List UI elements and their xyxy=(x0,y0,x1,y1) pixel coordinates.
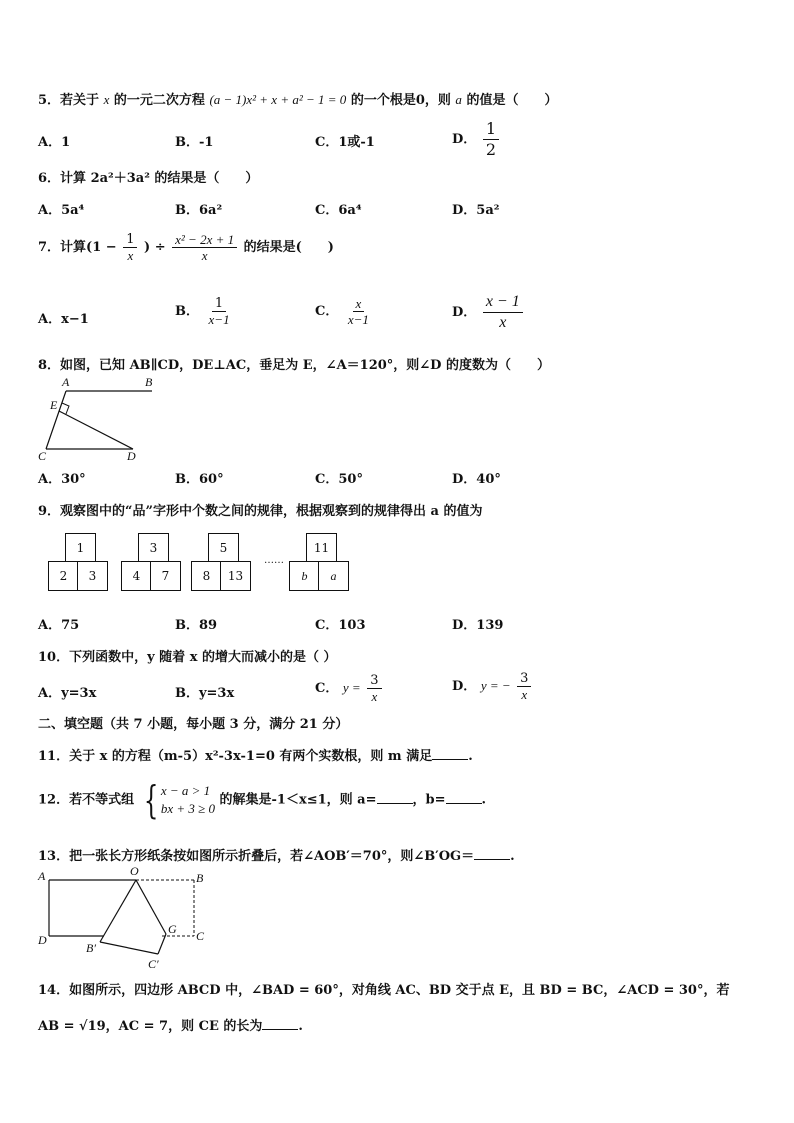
q5-option-d-label: D． xyxy=(452,132,477,147)
q5-var-a: a xyxy=(455,92,462,107)
question-14-line-1: 14．如图所示，四边形 ABCD 中，∠BAD = 60°，对角线 AC、BD 交于点 E，且 BD = BC，∠ACD = 30°，若 xyxy=(38,983,730,998)
fraction-denominator: x xyxy=(371,689,378,704)
q10-option-a: A．y=3x xyxy=(38,686,97,701)
fraction-denominator: x−1 xyxy=(347,312,369,327)
point-label-c-prime: C′ xyxy=(148,957,159,971)
answer-blank-b[interactable] xyxy=(446,793,482,804)
pin-left-box: 4 xyxy=(121,561,152,591)
pin-top-box: 3 xyxy=(138,533,169,563)
q10-option-d-fraction xyxy=(517,671,531,702)
q10-option-c xyxy=(315,673,384,704)
pin-right-box: 7 xyxy=(150,561,181,591)
pin-right-box: 13 xyxy=(220,561,251,591)
q6-option-a: A．5a⁴ xyxy=(38,203,85,218)
point-label-g: G xyxy=(168,922,177,936)
q8-figure xyxy=(30,373,170,463)
q5-option-b: B．-1 xyxy=(175,135,214,150)
fraction-denominator: x−1 xyxy=(208,312,230,327)
q13-text: 13．把一张长方形纸条按如图所示折叠后，若∠AOB′＝70°，则∠B′OG＝ xyxy=(38,849,475,864)
q12-end: . xyxy=(481,792,487,808)
fraction-denominator: x xyxy=(521,687,528,702)
point-label-c: C xyxy=(196,929,205,943)
q7-option-d xyxy=(452,292,525,333)
q6-option-d: D．5a² xyxy=(452,203,500,218)
q13-figure xyxy=(34,864,214,974)
q7-option-a: A．x−1 xyxy=(38,312,89,327)
pin-right-box: a xyxy=(318,561,349,591)
q9-option-c: C．103 xyxy=(315,618,366,633)
pin-left-box: b xyxy=(289,561,320,591)
q7-divide: ) ÷ xyxy=(144,240,166,255)
q7-option-b-fraction xyxy=(206,296,233,327)
point-label-o: O xyxy=(130,864,139,878)
q6-option-b: B．6a² xyxy=(175,203,223,218)
fraction-denominator: x xyxy=(201,248,208,263)
q14-end: . xyxy=(298,1019,303,1034)
q5-tail2: 的值是（ ） xyxy=(466,93,558,108)
q7-prefix: 7．计算(1 − xyxy=(38,240,117,255)
q11-text: 11．关于 x 的方程（m-5）x²-3x-1=0 有两个实数根，则 m 满足 xyxy=(38,749,433,764)
q12-text: 的解集是-1＜x≤1，则 a= xyxy=(219,792,377,808)
q8-option-b: B．60° xyxy=(175,472,224,487)
inequality-system xyxy=(139,778,215,822)
point-label-b: B xyxy=(145,375,153,389)
option-label: C． xyxy=(315,681,339,696)
q10-option-c-fraction xyxy=(367,673,381,704)
pin-top-box: 5 xyxy=(208,533,239,563)
question-5 xyxy=(38,89,557,108)
fraction-numerator: 3 xyxy=(517,671,531,687)
fraction-numerator: 1 xyxy=(212,296,226,312)
question-6: 6．计算 2a²＋3a² 的结果是（ ） xyxy=(38,171,259,186)
q7-suffix: 的结果是( ) xyxy=(243,240,334,255)
q10-option-b: B．y=3x xyxy=(175,686,235,701)
ellipsis: …… xyxy=(264,555,284,566)
q9-option-d: D．139 xyxy=(452,618,504,633)
q10-option-d xyxy=(452,671,533,702)
question-9: 9．观察图中的“品”字形中个数之间的规律，根据观察到的规律得出 a 的值为 xyxy=(38,504,483,519)
q13-end: . xyxy=(510,849,515,864)
answer-blank[interactable] xyxy=(262,1019,298,1030)
q12-prefix: 12．若不等式组 xyxy=(38,792,135,808)
fraction-numerator: 3 xyxy=(367,673,381,689)
option-label: C． xyxy=(315,304,339,319)
q5-tail: 的一个根是0，则 xyxy=(350,93,451,108)
fraction-denominator: x xyxy=(127,248,134,263)
q8-option-d: D．40° xyxy=(452,472,501,487)
fraction-numerator: x² − 2x + 1 xyxy=(172,232,237,248)
q7-option-c xyxy=(315,296,374,327)
q7-fraction-2 xyxy=(172,232,237,263)
question-12 xyxy=(38,778,487,822)
inequality-2: bx + 3 ≥ 0 xyxy=(160,801,215,816)
section-heading: 二、填空题（共 7 小题，每小题 3 分，满分 21 分） xyxy=(38,717,349,732)
inequality-1: x − a > 1 xyxy=(160,783,211,798)
fraction-denominator: x xyxy=(499,314,507,331)
pin-right-box: 3 xyxy=(77,561,108,591)
pin-left-box: 2 xyxy=(48,561,79,591)
q7-option-b xyxy=(175,296,235,327)
fraction-numerator: x xyxy=(353,296,365,312)
point-label-a: A xyxy=(38,869,46,883)
q5-equation: (a − 1)x² + x + a² − 1 = 0 xyxy=(209,92,347,107)
point-label-b-prime: B′ xyxy=(86,941,96,955)
pin-top-box: 11 xyxy=(306,533,337,563)
q12-mid: ，b= xyxy=(412,792,446,808)
inequality-lines xyxy=(161,782,215,818)
pin-top-box: 1 xyxy=(65,533,96,563)
q5-option-d-fraction xyxy=(483,119,499,160)
q6-option-c: C．6a⁴ xyxy=(315,203,362,218)
q14-text: AB = √19，AC = 7，则 CE 的长为 xyxy=(38,1019,263,1034)
question-13 xyxy=(38,845,515,864)
fraction-denominator: 2 xyxy=(485,140,496,159)
q5-option-c: C．1或-1 xyxy=(315,135,375,150)
point-label-c: C xyxy=(38,449,47,463)
question-14-line-2 xyxy=(38,1015,303,1034)
fraction-numerator: 1 xyxy=(123,232,137,248)
q5-var-x: x xyxy=(103,92,110,107)
question-8: 8．如图，已知 AB∥CD，DE⊥AC，垂足为 E，∠A＝120°，则∠D 的度数为（ ） xyxy=(38,358,550,373)
option-label: D． xyxy=(452,305,477,320)
option-label: D． xyxy=(452,679,477,694)
function-lhs: y = − xyxy=(480,678,511,693)
q5-option-d xyxy=(452,119,501,160)
option-label: B． xyxy=(175,304,199,319)
q5-option-a: A．1 xyxy=(38,135,71,150)
q8-option-a: A．30° xyxy=(38,472,86,487)
answer-blank-a[interactable] xyxy=(377,793,413,804)
pin-left-box: 8 xyxy=(191,561,222,591)
question-7 xyxy=(38,232,334,263)
q9-option-b: B．89 xyxy=(175,618,218,633)
question-11 xyxy=(38,745,473,764)
function-lhs: y = xyxy=(342,680,361,695)
fraction-numerator: x − 1 xyxy=(483,292,523,313)
q9-option-a: A．75 xyxy=(38,618,80,633)
answer-blank[interactable] xyxy=(432,749,468,760)
q5-prefix: 5．若关于 xyxy=(38,93,100,108)
point-label-d: D xyxy=(38,933,47,947)
q7-fraction-1 xyxy=(123,232,137,263)
question-10: 10．下列函数中，y 随着 x 的增大而减小的是（ ） xyxy=(38,650,337,665)
fraction-numerator: 1 xyxy=(483,119,499,140)
point-label-d: D xyxy=(127,449,136,463)
point-label-e: E xyxy=(50,398,58,412)
q5-mid: 的一元二次方程 xyxy=(113,93,205,108)
q8-option-c: C．50° xyxy=(315,472,363,487)
answer-blank[interactable] xyxy=(474,849,510,860)
q7-option-c-fraction xyxy=(345,296,372,327)
brace-glyph: { xyxy=(143,778,158,822)
point-label-b: B xyxy=(196,871,204,885)
q11-end: . xyxy=(468,749,473,764)
point-label-a: A xyxy=(62,375,70,389)
q7-option-d-fraction xyxy=(483,292,523,333)
